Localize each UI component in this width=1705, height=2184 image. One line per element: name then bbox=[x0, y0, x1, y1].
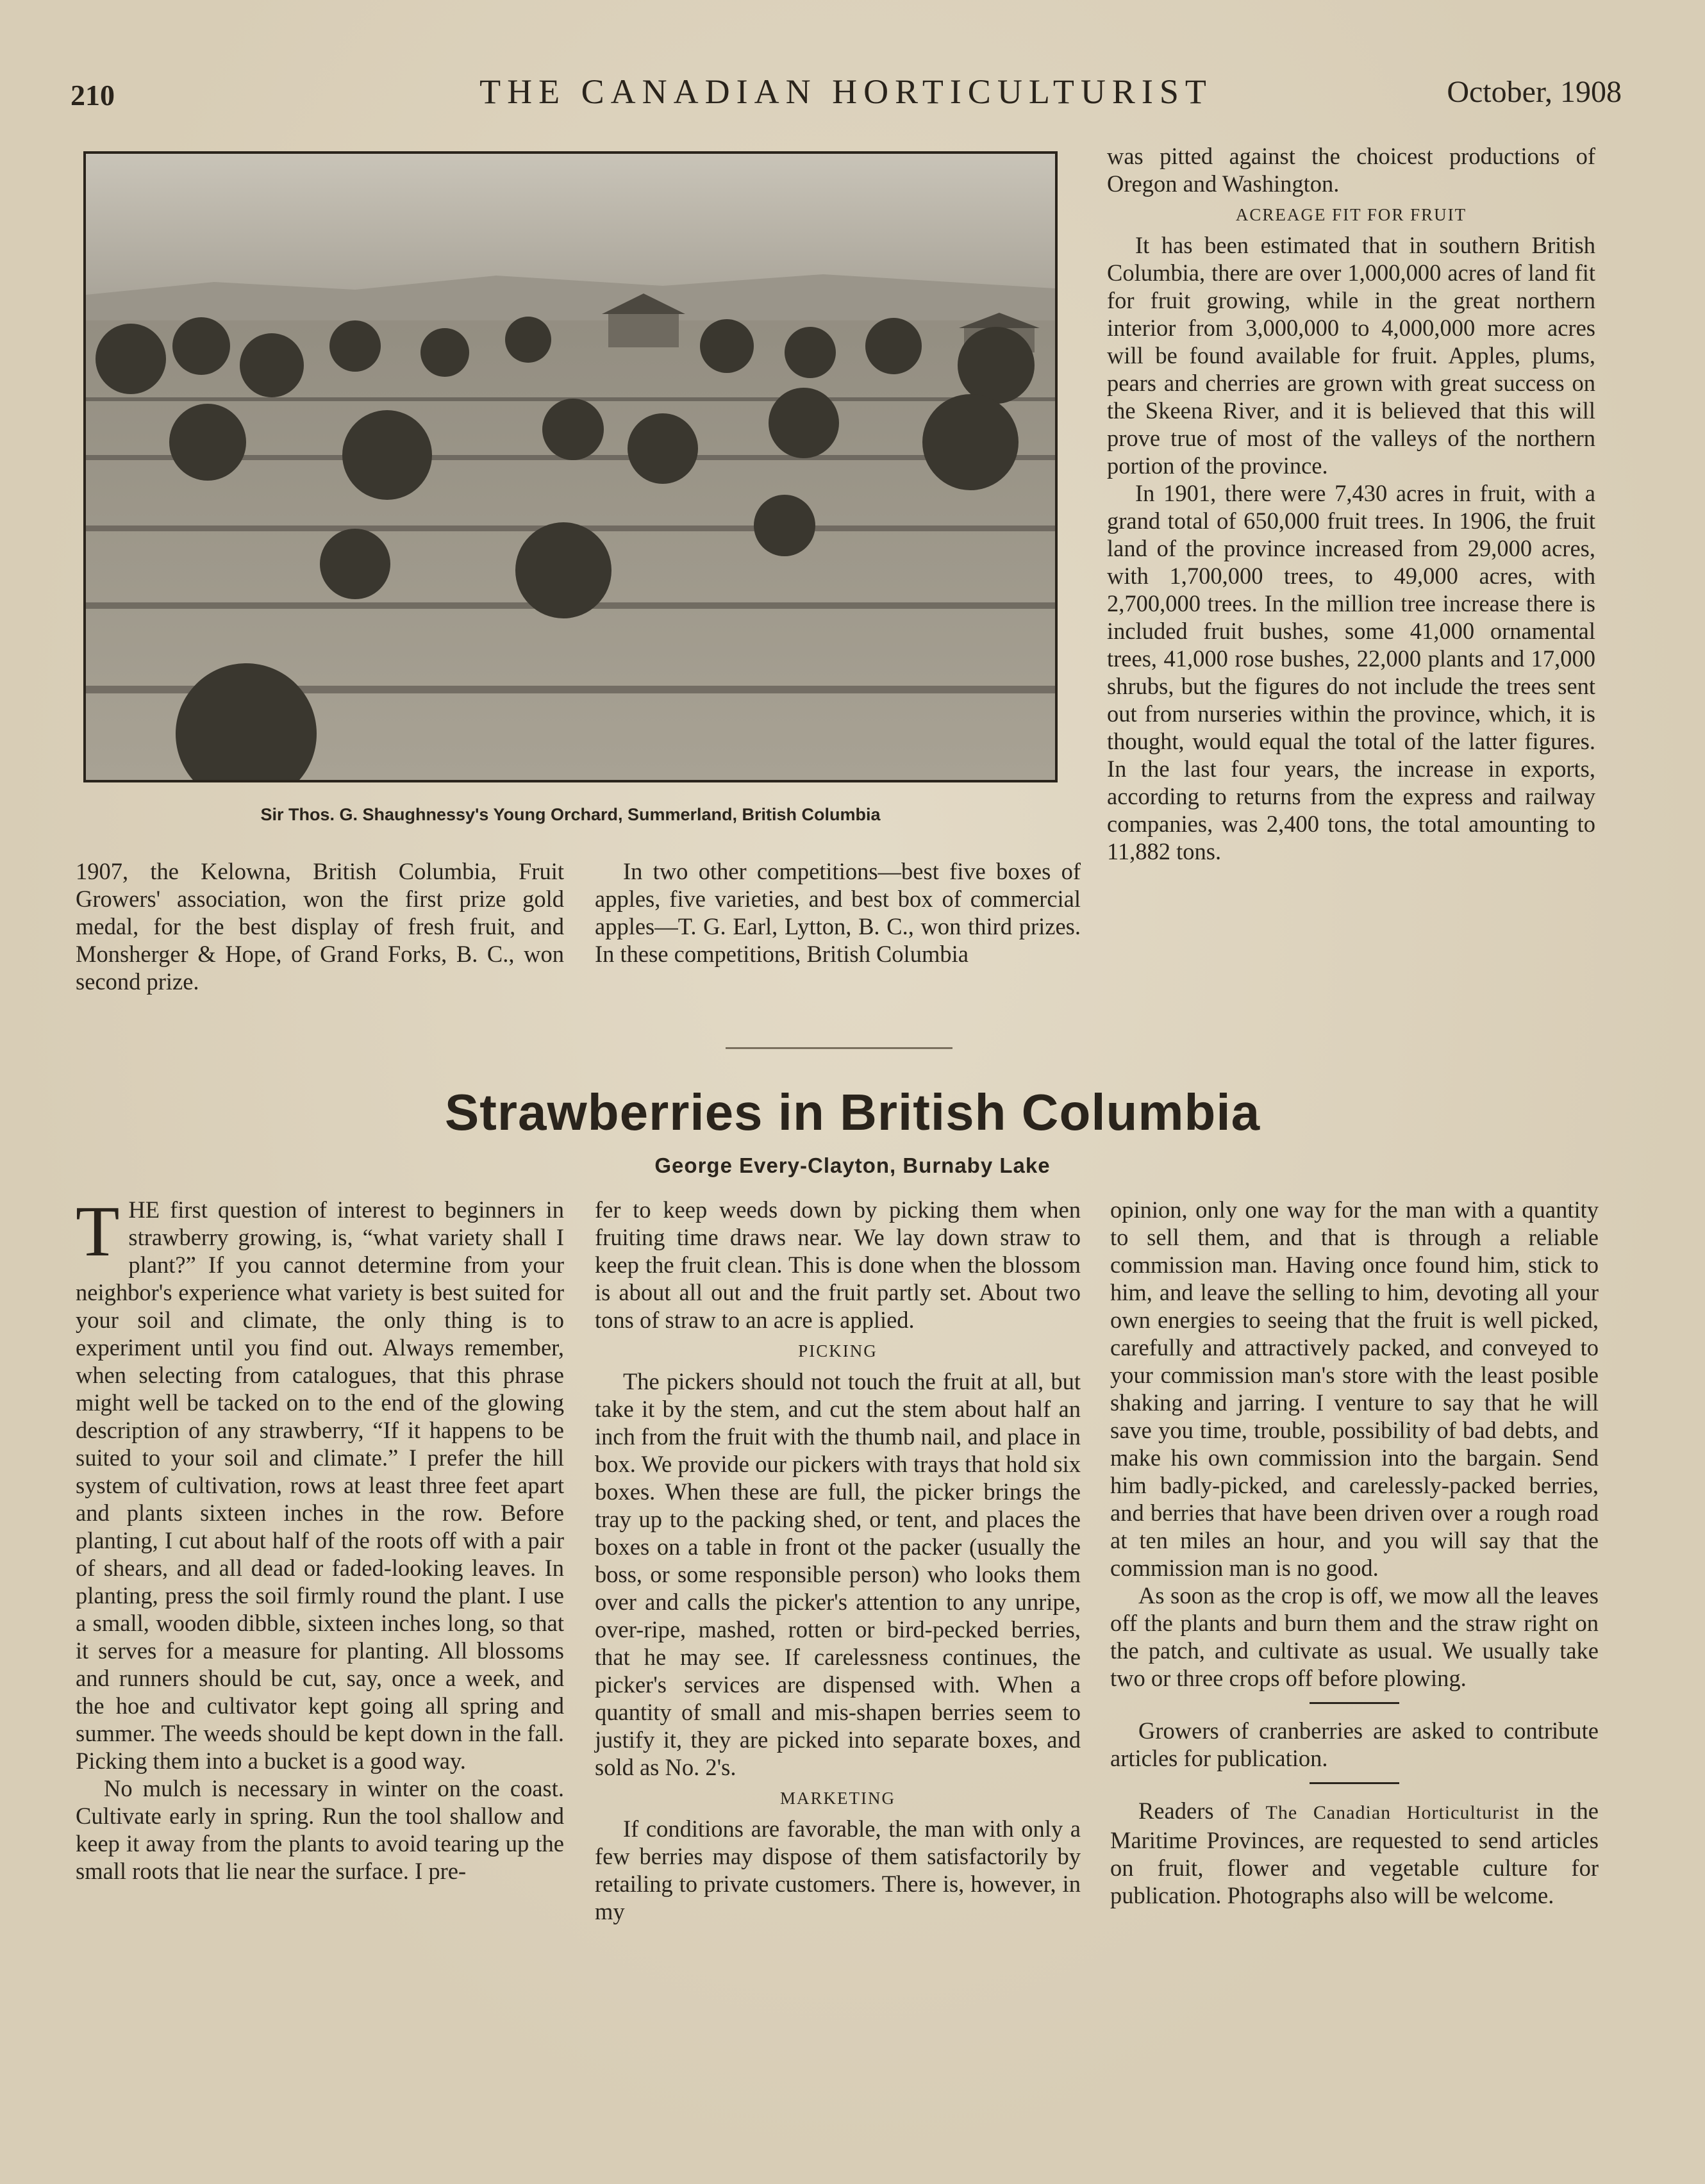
paragraph: If conditions are favorable, the man with only a few berries may dispose of them satisfactorily by retailing to private customers. There is, however, in my bbox=[595, 1816, 1081, 1924]
paragraph-text: HE first question of interest to beginners in strawberry growing, is, “what variety shall I plant?” If you cannot determine from your neighbor's experience what variety is best suited for your soil and climate, the only thing is to experiment until you find out. Always remember, when selecting from catalogues, that this phrase might well be tacked on to the end of the glowing description of any strawberry, “If it happens to be suited to your soil and climate.” I prefer the hill system of cultivation, rows at least three feet apart and plants sixteen inches in the row. Before planting, I cut about half of the roots off with a pair of shears, and all dead or faded-looking leaves. In planting, press the soil firmly round the plant. I use a small, wooden dibble, sixteen inches long, so that it serves for a measure for planting. All blossoms and runners should be cut, say, once a week, and the hoe and cultivator kept going all spring and summer. The weeds should be kept down in the fall. Picking them into a bucket is a good way. bbox=[76, 1196, 564, 1774]
journal-title: THE CANADIAN HORTICULTURIST bbox=[479, 72, 1213, 111]
article-title: Strawberries in British Columbia bbox=[444, 1084, 1261, 1141]
page-header bbox=[71, 72, 1622, 117]
article-column-2 bbox=[595, 1196, 1081, 1925]
subheading-marketing: MARKETING bbox=[780, 1789, 895, 1808]
paragraph: It has been estimated that in southern British Columbia, there are over 1,000,000 acres of land fit for fruit growing, while in the great northern interior from 3,000,000 to 4,000,000 more acres will be found available for fruit. Apples, plums, pears and cherries are grown with great success on the Skeena River, and it is believed that this will prove true of most of the valleys of the northern portion of the province. bbox=[1107, 232, 1595, 479]
paragraph: In two other competitions—best five boxes of apples, five varieties, and best box of commercial apples—T. G. Earl, Lytton, B. C., won third prizes. In these competitions, British Columbia bbox=[595, 858, 1081, 967]
paragraph: opinion, only one way for the man with a quantity to sell them, and that is through a reliable commission man. Having once found him, stick to him, and leave the selling to him, devoting all your own energies to seeing that the fruit is well picked, carefully and attractively packed, and conveyed to your commission man's store with the least posible shaking and jarring. I venture to say that he will save you time, trouble, possibility of bad debts, and make his own commission into the bargain. Send him badly-picked, and carelessly-packed berries, and berries that have been driven over a rough road at ten miles an hour, and you will say that the commission man is no good. bbox=[1110, 1196, 1599, 1581]
cranberries-notice: Growers of cranberries are asked to contribute articles for publication. bbox=[1110, 1717, 1599, 1771]
article-byline: George Every-Clayton, Burnaby Lake bbox=[654, 1154, 1051, 1177]
paragraph: As soon as the crop is off, we mow all the leaves off the plants and burn them and the straw right on the patch, and cultivate as usual. We usually take two or three crops off before plowing. bbox=[1110, 1582, 1599, 1691]
paragraph bbox=[76, 1192, 564, 1774]
journal-name: The Canadian Horticulturist bbox=[1265, 1802, 1520, 1823]
notice-rule bbox=[1310, 1702, 1399, 1704]
orchard-photo-figure bbox=[83, 151, 1058, 792]
paragraph: No mulch is necessary in winter on the coast. Cultivate early in spring. Run the tool shallow and keep it away from the plants to avoid tearing up the small roots that lie near the surface. I pre- bbox=[76, 1775, 564, 1884]
orchard-photo bbox=[83, 151, 1058, 782]
paragraph: In 1901, there were 7,430 acres in fruit, with a grand total of 650,000 fruit trees. In 1906, the fruit land of the province increased from 29,000 acres, with 1,700,000 trees, to 49,000 acres, with 2,700,000 trees. In the million tree increase there is included fruit bushes, some 41,000 ornamental trees, 41,000 rose bushes, 22,000 plants and 17,000 shrubs, but the figures do not include the trees sent out from nurseries within the province, which, it is thought, would equal the total of the latter figures. In the last four years, the increase in exports, according to returns from the express and railway companies, was 2,400 tons, the total amounting to 11,882 tons. bbox=[1107, 480, 1595, 864]
readers-notice bbox=[1110, 1797, 1599, 1909]
paragraph: 1907, the Kelowna, British Columbia, Fruit Growers' association, won the first prize gold medal, for the best display of fresh fruit, and Monsherger & Hope, of Grand Forks, B. C., won second prize. bbox=[76, 858, 564, 995]
notice-text: in the Maritime Provinces, are requested to send articles on fruit, flower and vegetable culture for publication. Photographs also will be welcome. bbox=[1110, 1798, 1599, 1908]
page-number: 210 bbox=[71, 79, 115, 112]
paragraph: fer to keep weeds down by picking them when fruiting time draws near. We lay down straw to keep the fruit clean. This is done when the blossom is about all out and the fruit partly set. About two tons of straw to an acre is applied. bbox=[595, 1196, 1081, 1333]
notice-rule bbox=[1310, 1782, 1399, 1784]
issue-date: October, 1908 bbox=[1447, 75, 1622, 109]
paragraph: The pickers should not touch the fruit at all, but take it by the stem, and cut the stem about half an inch from the fruit with the thumb nail, and place in box. We provide our pickers with trays that hold six boxes. When these are full, the picker brings the tray up to the packing shed, or tent, and places the boxes on a table in front ot the packer (usually the boss, or some responsible person) who looks them over and calls the picker's attention to any unripe, over-ripe, mashed, rotten or bird-pecked berries, that he may see. If carelessness continues, the picker's services are dispensed with. When a quantity of small and mis-shapen berries seem to justify it, they are picked into separate boxes, and sold as No. 2's. bbox=[595, 1368, 1081, 1780]
top-article-column-2 bbox=[595, 857, 1081, 968]
article-column-1 bbox=[76, 1192, 564, 1885]
section-divider bbox=[726, 1047, 952, 1049]
article-column-3 bbox=[1110, 1196, 1599, 1909]
orchard-illustration bbox=[86, 154, 1055, 780]
subheading-acreage: ACREAGE FIT FOR FRUIT bbox=[1235, 205, 1467, 224]
photo-caption: Sir Thos. G. Shaughnessy's Young Orchard, Summerland, British Columbia bbox=[260, 805, 881, 824]
paragraph: was pitted against the choicest productions of Oregon and Washington. bbox=[1107, 143, 1595, 197]
notice-text: Readers of bbox=[1138, 1798, 1266, 1824]
top-article-column-1 bbox=[76, 857, 564, 995]
drop-cap: T bbox=[76, 1192, 120, 1271]
top-article-column-3 bbox=[1107, 142, 1595, 865]
subheading-picking: PICKING bbox=[798, 1341, 877, 1361]
